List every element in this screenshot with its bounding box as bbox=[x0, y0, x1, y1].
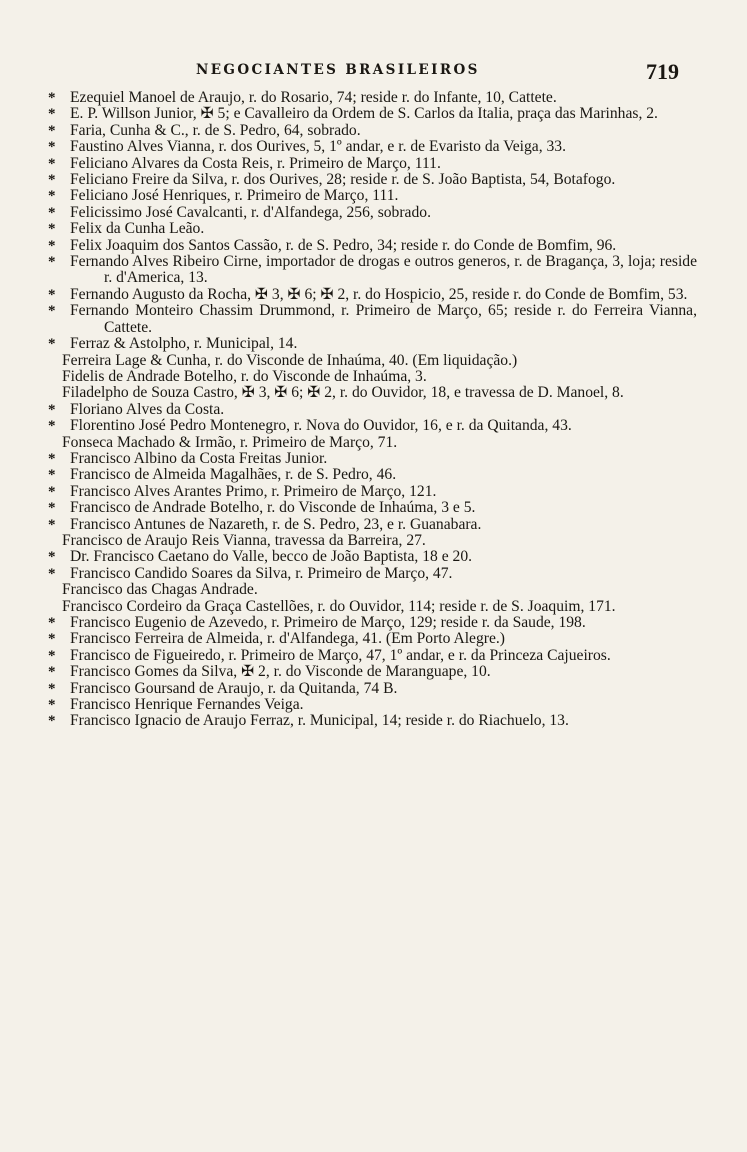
directory-entry: * Ferraz & Astolpho, r. Municipal, 14. bbox=[0, 336, 747, 352]
directory-entry: * Felicissimo José Cavalcanti, r. d'Alfandega, 256, sobrado. bbox=[0, 205, 747, 221]
page-header bbox=[0, 58, 747, 88]
directory-entry: Filadelpho de Souza Castro, ✠ 3, ✠ 6; ✠ 2, r. do Ouvidor, 18, e travessa de D. Manoel, 8. bbox=[62, 384, 624, 402]
directory-entry: * Florentino José Pedro Montenegro, r. Nova do Ouvidor, 16, e r. da Quitanda, 43. bbox=[0, 418, 747, 434]
directory-entry: * Feliciano Alvares da Costa Reis, r. Primeiro de Março, 111. bbox=[0, 156, 747, 172]
directory-entry: * Ezequiel Manoel de Araujo, r. do Rosario, 74; reside r. do Infante, 10, Cattete. bbox=[0, 90, 747, 106]
directory-entry: * Fernando Monteiro Chassim Drummond, r. Primeiro de Março, 65; reside r. do Ferreira Vianna, Cattete. bbox=[0, 303, 747, 336]
directory-entry: * Francisco Gomes da Silva, ✠ 2, r. do Visconde de Maranguape, 10. bbox=[0, 664, 747, 680]
directory-entry: * Felix da Cunha Leão. bbox=[0, 221, 747, 237]
directory-entry: * Francisco Ignacio de Araujo Ferraz, r. Municipal, 14; reside r. do Riachuelo, 13. bbox=[0, 713, 747, 729]
directory-entry: * Felix Joaquim dos Santos Cassão, r. de S. Pedro, 34; reside r. do Conde de Bomfim, 96. bbox=[0, 238, 747, 254]
directory-entry: * Fernando Alves Ribeiro Cirne, importador de drogas e outros generos, r. de Bragança, 3, loja; reside r. d'America, 13. bbox=[0, 254, 747, 287]
directory-entry: * Francisco Henrique Fernandes Veiga. bbox=[0, 697, 747, 713]
directory-entry: * Francisco Goursand de Araujo, r. da Quitanda, 74 B. bbox=[0, 681, 747, 697]
directory-entry: * Faustino Alves Vianna, r. dos Ourives, 5, 1º andar, e r. de Evaristo da Veiga, 33. bbox=[0, 139, 747, 155]
directory-entry: * Francisco de Andrade Botelho, r. do Visconde de Inhaúma, 3 e 5. bbox=[0, 500, 747, 516]
directory-entry: * Francisco de Figueiredo, r. Primeiro de Março, 47, 1º andar, e r. da Princeza Cajueiros. bbox=[0, 648, 747, 664]
directory-entry: Francisco Cordeiro da Graça Castellões, r. do Ouvidor, 114; reside r. de S. Joaquim, 171. bbox=[62, 597, 616, 615]
directory-entries bbox=[0, 90, 747, 730]
directory-entry: * E. P. Willson Junior, ✠ 5; e Cavalleiro da Ordem de S. Carlos da Italia, praça das Marinhas, 2. bbox=[0, 106, 747, 122]
directory-entry: Fidelis de Andrade Botelho, r. do Visconde de Inhaúma, 3. bbox=[62, 367, 427, 385]
directory-entry: * Francisco de Almeida Magalhães, r. de S. Pedro, 46. bbox=[0, 467, 747, 483]
directory-entry: * Floriano Alves da Costa. bbox=[0, 402, 747, 418]
directory-entry: * Francisco Ferreira de Almeida, r. d'Alfandega, 41. (Em Porto Alegre.) bbox=[0, 631, 747, 647]
directory-entry: * Francisco Alves Arantes Primo, r. Primeiro de Março, 121. bbox=[0, 484, 747, 500]
directory-entry: * Fernando Augusto da Rocha, ✠ 3, ✠ 6; ✠ 2, r. do Hospicio, 25, reside r. do Conde de Bomfim, 53. bbox=[0, 287, 747, 303]
directory-entry: * Francisco Albino da Costa Freitas Junior. bbox=[0, 451, 747, 467]
directory-entry: * Feliciano Freire da Silva, r. dos Ourives, 28; reside r. de S. João Baptista, 54, Botafogo. bbox=[0, 172, 747, 188]
directory-entry: * Francisco Candido Soares da Silva, r. Primeiro de Março, 47. bbox=[0, 566, 747, 582]
directory-entry: * Faria, Cunha & C., r. de S. Pedro, 64, sobrado. bbox=[0, 123, 747, 139]
page-title: NEGOCIANTES BRASILEIROS bbox=[196, 62, 480, 78]
directory-entry: Francisco das Chagas Andrade. bbox=[62, 581, 258, 599]
directory-entry: Francisco de Araujo Reis Vianna, travessa da Barreira, 27. bbox=[62, 531, 426, 549]
directory-entry: Fonseca Machado & Irmão, r. Primeiro de Março, 71. bbox=[62, 433, 398, 451]
directory-entry: Ferreira Lage & Cunha, r. do Visconde de Inhaúma, 40. (Em liquidação.) bbox=[62, 351, 518, 369]
directory-entry: * Francisco Eugenio de Azevedo, r. Primeiro de Março, 129; reside r. da Saude, 198. bbox=[0, 615, 747, 631]
page-number: 719 bbox=[646, 59, 679, 84]
directory-entry: * Francisco Antunes de Nazareth, r. de S. Pedro, 23, e r. Guanabara. bbox=[0, 517, 747, 533]
directory-entry: * Feliciano José Henriques, r. Primeiro de Março, 111. bbox=[0, 188, 747, 204]
directory-entry: * Dr. Francisco Caetano do Valle, becco de João Baptista, 18 e 20. bbox=[0, 549, 747, 565]
